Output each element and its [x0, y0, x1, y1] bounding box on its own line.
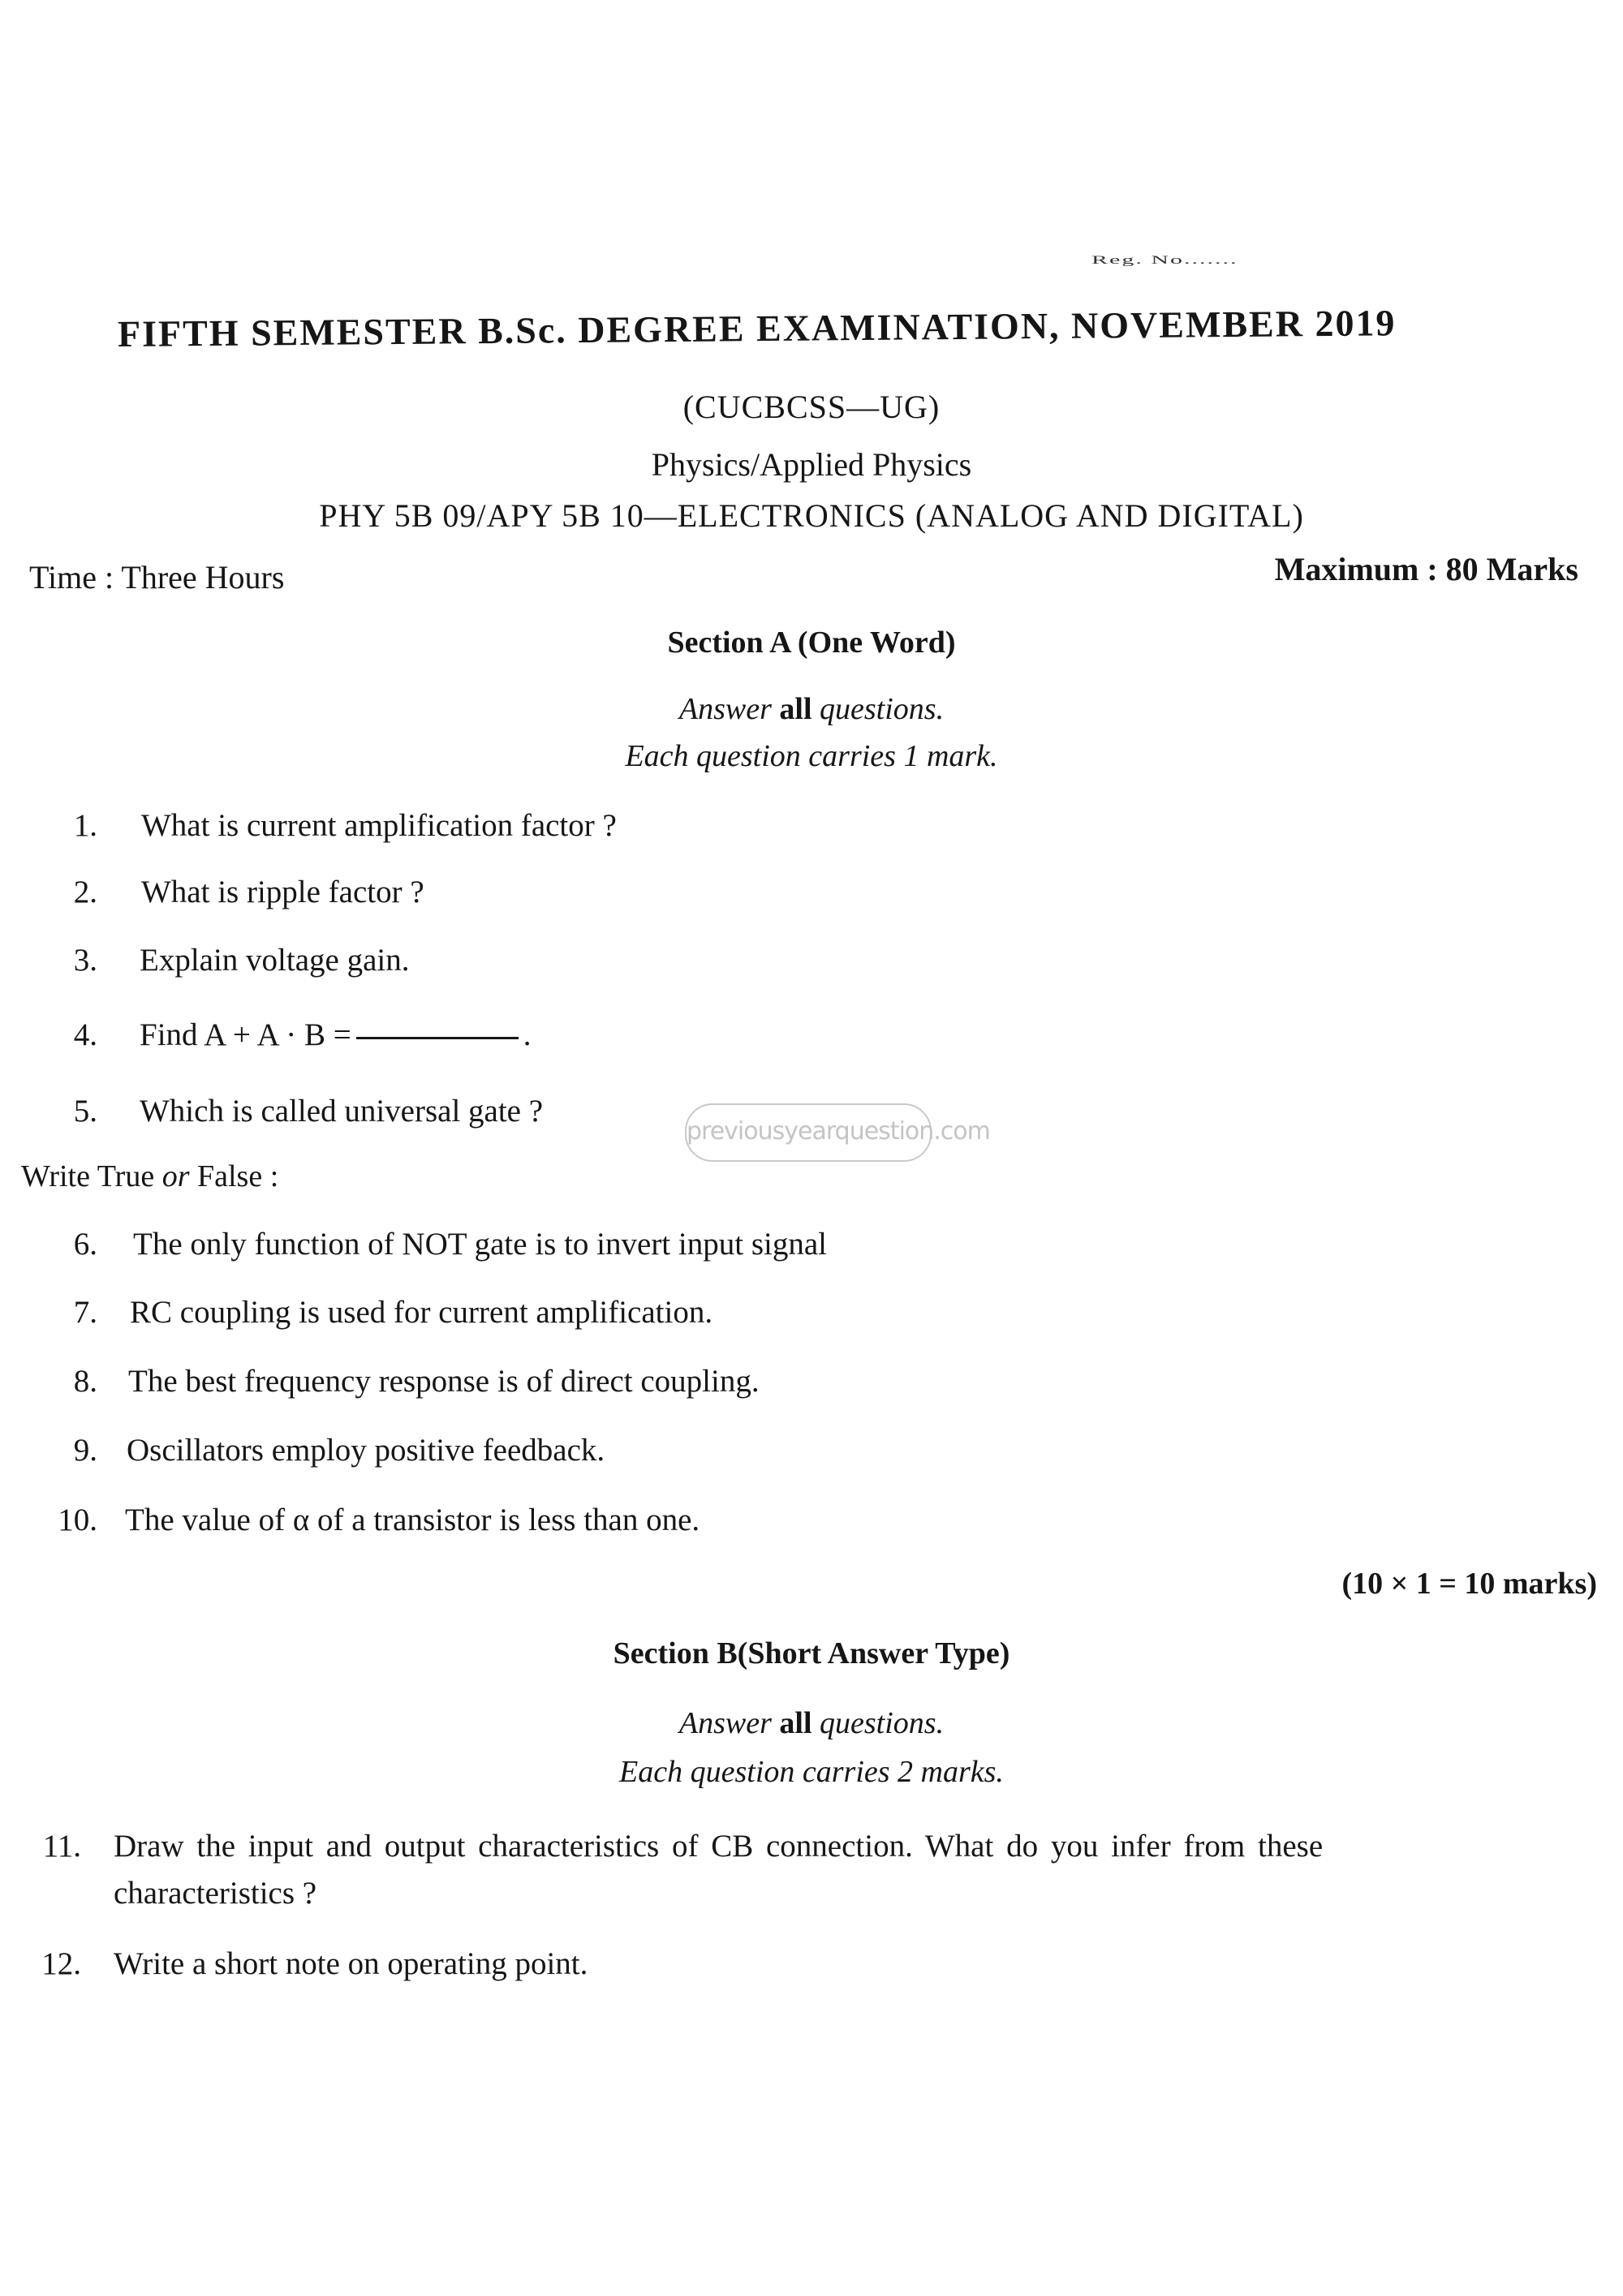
reg-no-field: Reg. No.......: [1091, 253, 1238, 267]
question-text: The value of α of a transistor is less than one.: [125, 1503, 700, 1537]
section-b-instruction-1: [0, 1705, 1623, 1741]
section-a-heading: Section A (One Word): [667, 626, 956, 660]
tf-label-text: Write True: [21, 1159, 155, 1193]
question-number: 11.: [42, 1829, 81, 1864]
question-text-line-1: Draw the input and output characteristics of CB connection. What do you infer from these: [114, 1829, 1324, 1864]
answer-blank: [356, 1037, 519, 1039]
question-number: 4.: [73, 1017, 97, 1052]
watermark-logo: previousyearquestion.com: [685, 1103, 932, 1162]
question-text: Find A + A · B =: [140, 1017, 351, 1052]
question-number: 12.: [41, 1946, 81, 1981]
exam-title: FIFTH SEMESTER B.Sc. DEGREE EXAMINATION, NOVEMBER 2019: [117, 302, 1397, 355]
instr-questions: questions.: [820, 1706, 945, 1740]
question-suffix: .: [523, 1017, 532, 1052]
section-a-instruction-1: [0, 691, 1623, 727]
question-text: Write a short note on operating point.: [114, 1946, 588, 1981]
subject-name: Physics/Applied Physics: [651, 446, 972, 483]
question-number: 10.: [58, 1503, 97, 1537]
section-b-instruction-2: Each question carries 2 marks.: [619, 1755, 1004, 1789]
time-allowed: Time : Three Hours: [29, 559, 285, 595]
question-text: Oscillators employ positive feedback.: [127, 1433, 605, 1468]
question-number: 1.: [73, 808, 97, 843]
question-text: The best frequency response is of direct coupling.: [128, 1364, 760, 1399]
tf-label-false: False :: [197, 1159, 279, 1193]
question-text: The only function of NOT gate is to invert input signal: [133, 1227, 827, 1262]
paper-title: PHY 5B 09/APY 5B 10—ELECTRONICS (ANALOG AND DIGITAL): [319, 497, 1304, 534]
section-b-heading: Section B(Short Answer Type): [613, 1636, 1010, 1670]
instr-questions: questions.: [820, 692, 945, 726]
question-text: RC coupling is used for current amplification.: [130, 1295, 713, 1330]
question-number: 5.: [73, 1094, 97, 1129]
question-text: What is ripple factor ?: [141, 875, 424, 909]
true-false-label: [21, 1159, 278, 1194]
question-text-wrapper: [140, 1017, 532, 1053]
instr-all: all: [779, 1706, 812, 1740]
section-a-instruction-2: Each question carries 1 mark.: [625, 739, 998, 773]
instr-answer: Answer: [678, 692, 772, 726]
tf-label-or: or: [161, 1159, 190, 1193]
question-text: Explain voltage gain.: [140, 943, 410, 978]
instr-all: all: [779, 692, 812, 726]
maximum-marks: Maximum : 80 Marks: [1274, 551, 1578, 587]
question-number: 9.: [73, 1433, 97, 1468]
question-number: 3.: [73, 943, 97, 978]
question-text-line-2: characteristics ?: [114, 1876, 317, 1911]
scheme-code: (CUCBCSS—UG): [682, 389, 941, 425]
question-number: 2.: [73, 875, 97, 909]
instr-answer: Answer: [678, 1706, 772, 1740]
question-number: 6.: [73, 1227, 97, 1262]
question-text: What is current amplification factor ?: [141, 808, 617, 843]
question-text: Which is called universal gate ?: [140, 1094, 544, 1129]
question-number: 8.: [73, 1364, 97, 1399]
section-a-marks: (10 × 1 = 10 marks): [1341, 1567, 1597, 1601]
question-number: 7.: [73, 1295, 97, 1330]
